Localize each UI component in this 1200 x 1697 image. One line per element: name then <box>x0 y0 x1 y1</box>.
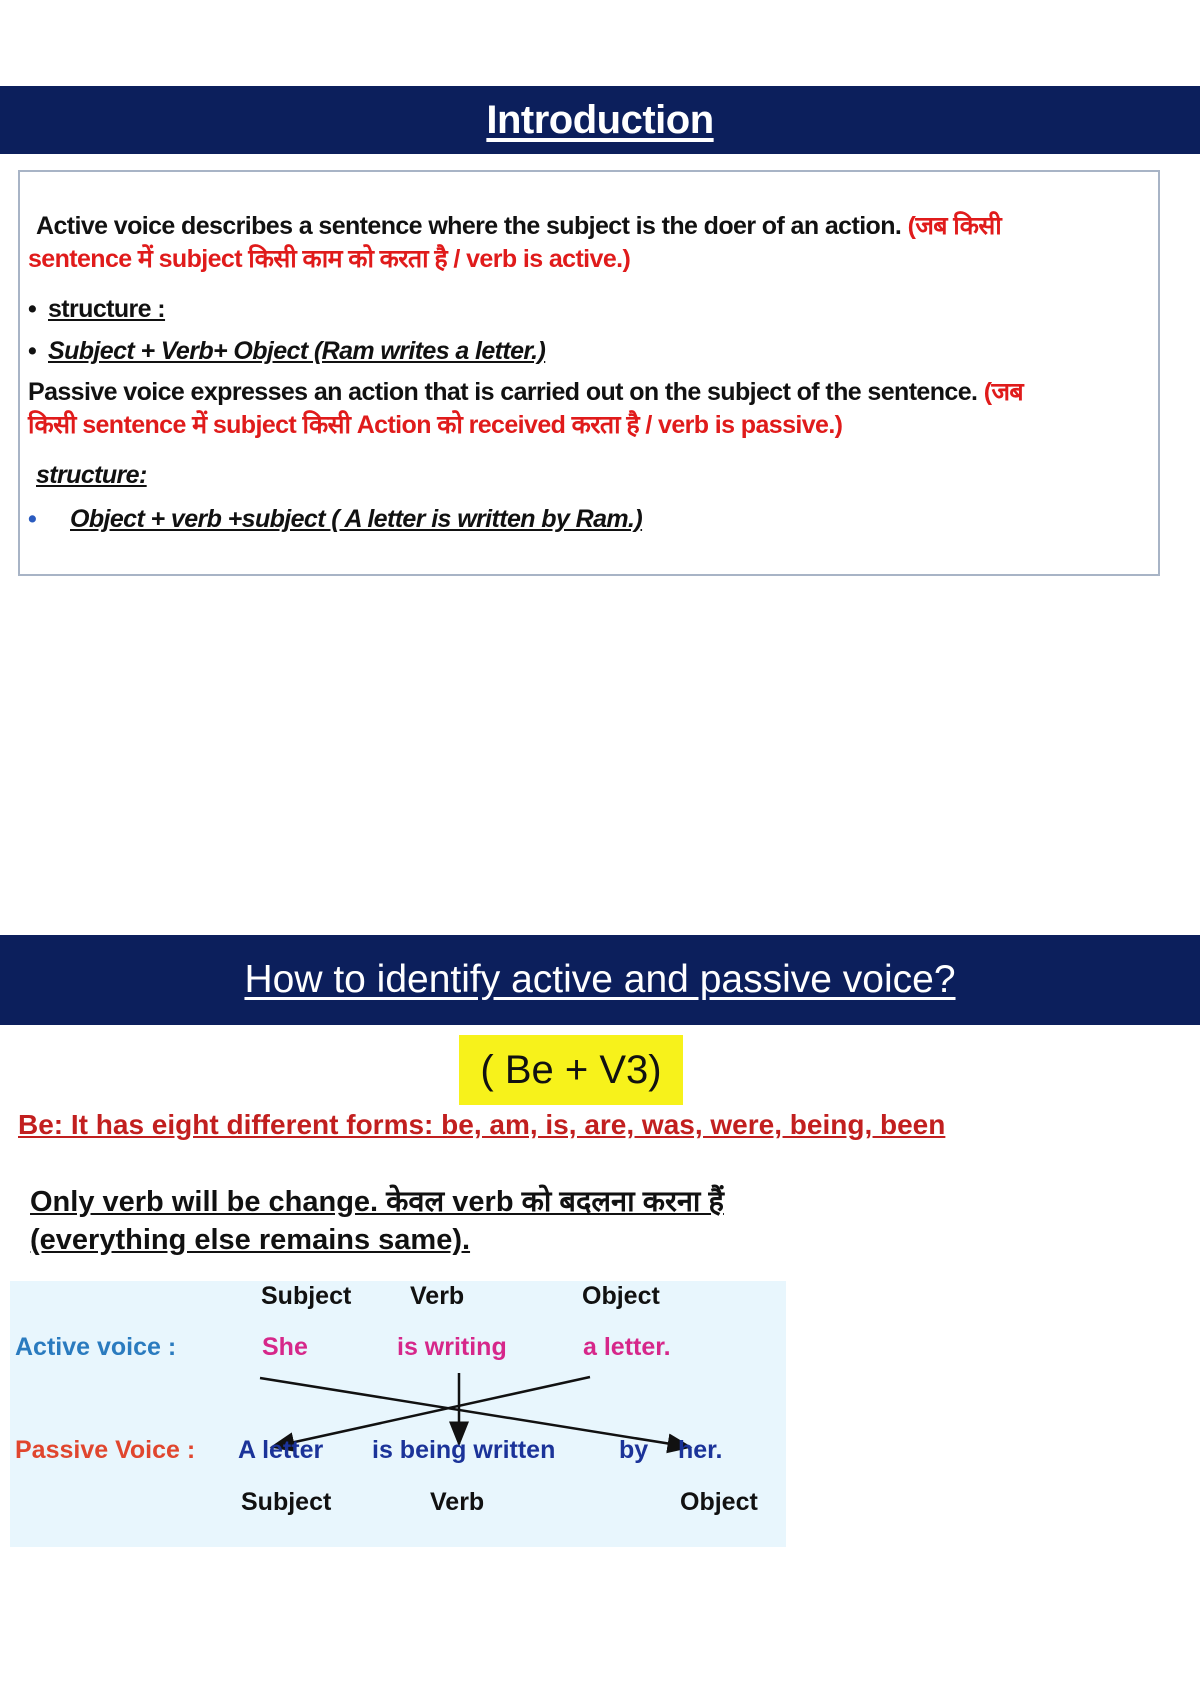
active-formula: Subject + Verb+ Object (Ram writes a letter.) <box>48 337 546 365</box>
active-definition <box>28 210 1154 276</box>
structure-bullet <box>28 293 165 326</box>
be-forms-line: Be: It has eight different forms: be, am, is, are, was, were, being, been <box>18 1109 946 1140</box>
passive-definition-hindi-cont: किसी sentence में subject किसी Action को received करता है / verb is passive.) <box>28 411 843 439</box>
passive-by: by <box>619 1436 649 1464</box>
bullet-icon: • <box>28 337 37 365</box>
active-subject: She <box>262 1333 308 1361</box>
footer-verb: Verb <box>430 1488 485 1516</box>
active-object: a letter. <box>583 1333 671 1361</box>
intro-content-box <box>18 170 1160 576</box>
bullet-icon: • <box>28 505 37 533</box>
header-verb: Verb <box>410 1282 465 1310</box>
passive-formula: Object + verb +subject ( A letter is written by Ram.) <box>70 505 643 533</box>
only-verb-change-note: Only verb will be change. केवल verb को बदलना करना हैं (everything else remains same). <box>30 1186 724 1256</box>
slide-title: How to identify active and passive voice? <box>244 958 956 1001</box>
passive-voice-label: Passive Voice : <box>15 1436 196 1464</box>
formula-highlight: ( Be + V3) <box>459 1035 683 1105</box>
slide-introduction <box>0 86 1200 766</box>
passive-verb: is being written <box>372 1436 556 1464</box>
active-voice-label: Active voice : <box>15 1333 177 1361</box>
active-definition-hindi-cont: sentence में subject किसी काम को करता है / verb is active.) <box>28 245 631 273</box>
voice-conversion-diagram <box>10 1281 786 1547</box>
active-definition-text: Active voice describes a sentence where the subject is the doer of an action. <box>36 212 902 240</box>
header-subject: Subject <box>261 1282 352 1310</box>
passive-object: her. <box>678 1436 723 1464</box>
active-formula-bullet <box>28 335 545 368</box>
slide-title: Introduction <box>486 98 714 142</box>
title-bar <box>0 935 1200 1025</box>
slide-identify-voice <box>0 935 1200 1555</box>
structure-label-2-row <box>36 459 147 492</box>
passive-subject: A letter <box>238 1436 324 1464</box>
active-verb: is writing <box>397 1333 507 1361</box>
passive-definition-hindi: (जब <box>983 378 1024 406</box>
conversion-arrows <box>10 1281 786 1547</box>
bullet-icon: • <box>28 295 37 323</box>
footer-object: Object <box>680 1488 758 1516</box>
header-object: Object <box>582 1282 660 1310</box>
title-bar <box>0 86 1200 154</box>
passive-definition <box>28 376 1158 442</box>
passive-formula-bullet <box>28 503 642 536</box>
active-definition-hindi: (जब किसी <box>907 212 1002 240</box>
passive-definition-text: Passive voice expresses an action that is carried out on the subject of the sentence. <box>28 378 978 406</box>
structure-label: structure : <box>48 295 166 323</box>
structure-label-2: structure: <box>36 461 147 489</box>
footer-subject: Subject <box>241 1488 332 1516</box>
